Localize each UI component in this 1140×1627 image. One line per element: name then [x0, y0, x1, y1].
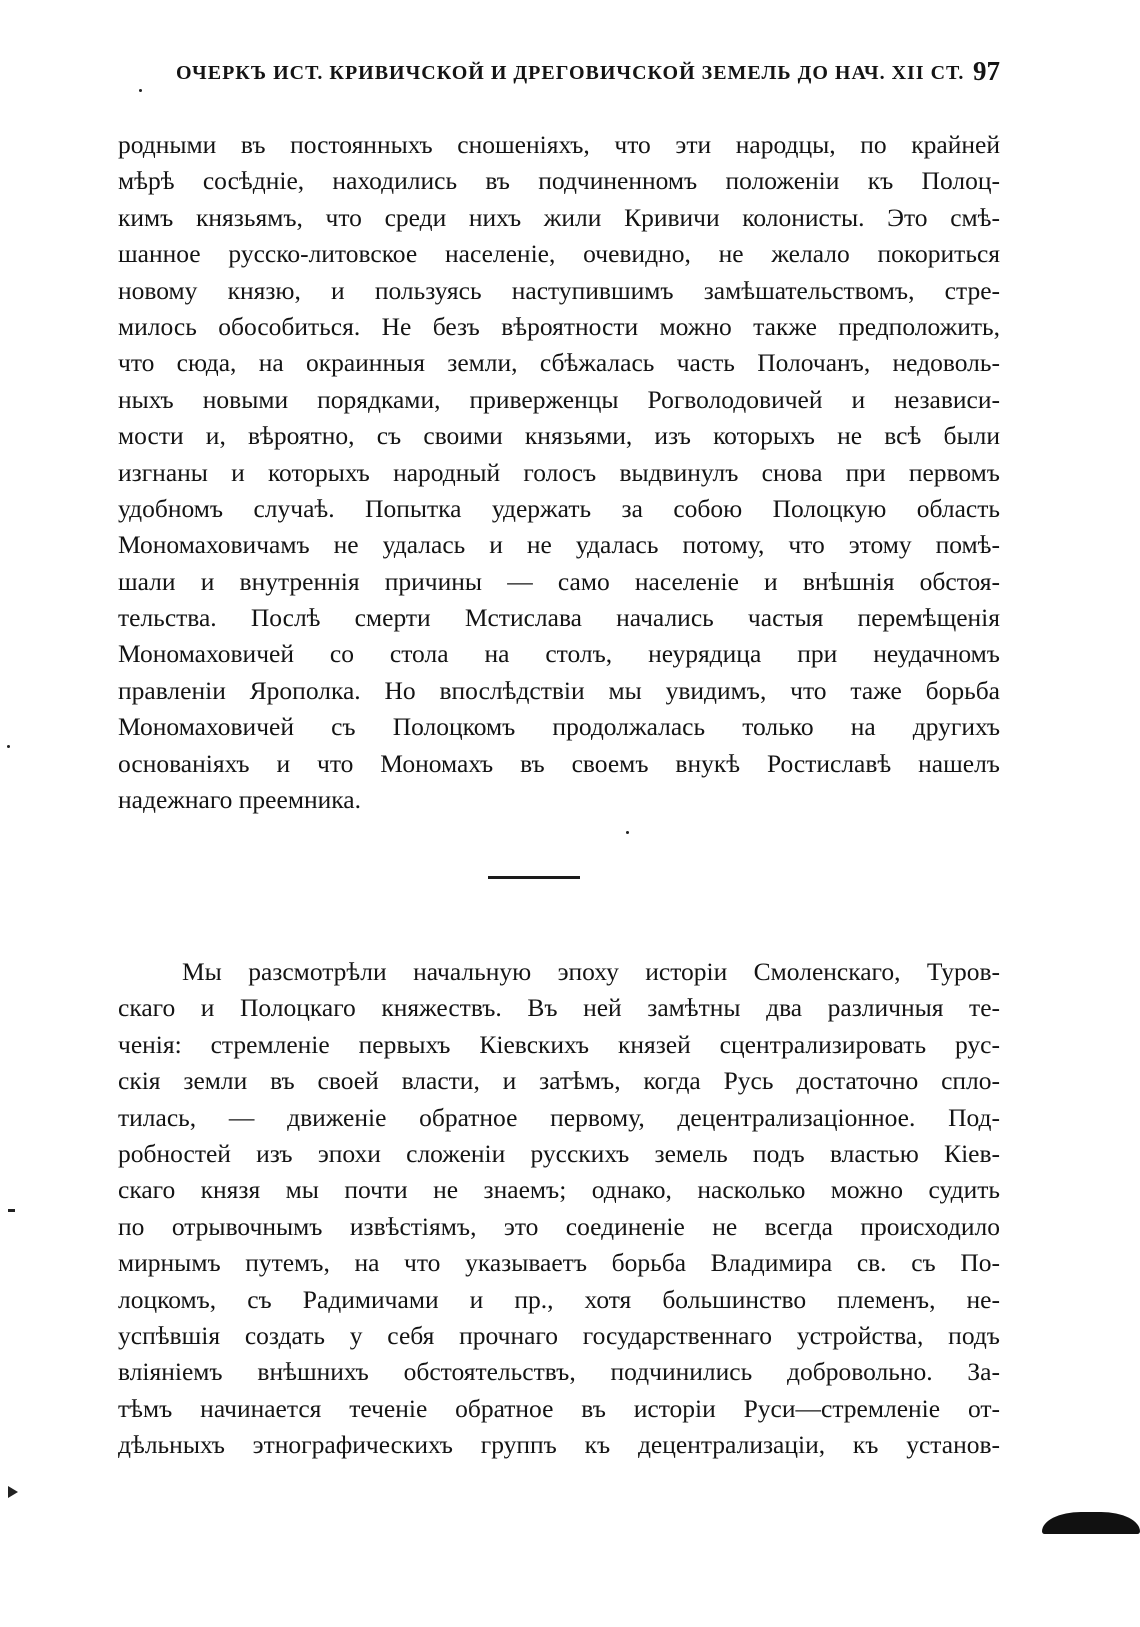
margin-dash — [8, 1209, 15, 1212]
running-header — [176, 56, 1000, 86]
margin-arrow-icon — [8, 1486, 18, 1498]
text-line: кимъ князьямъ, что среди нихъ жили Кривичи колонисты. Это смѣ- — [118, 202, 1000, 232]
section-divider — [488, 876, 580, 879]
text-line: робностей изъ эпохи сложеніи русскихъ земель подъ властью Кіев- — [118, 1138, 1000, 1168]
scan-edge-blot — [1042, 1512, 1140, 1534]
running-title: ОЧЕРКЪ ИСТ. КРИВИЧСКОЙ И ДРЕГОВИЧСКОЙ ЗЕМЕЛЬ ДО НАЧ. XII СТ. — [176, 62, 965, 84]
page-number: 97 — [973, 56, 1000, 86]
text-line: скія земли въ своей власти, и затѣмъ, когда Русь достаточно спло- — [118, 1066, 1000, 1096]
text-line: Мономаховичамъ не удалась и не удалась потому, что этому помѣ- — [118, 530, 1000, 560]
text-line: мирнымъ путемъ, на что указываетъ борьба Владимира св. съ По- — [118, 1248, 1000, 1278]
text-line: по отрывочнымъ извѣстіямъ, это соединеніе не всегда происходило — [118, 1211, 1000, 1241]
text-line: надежнаго преемника. — [118, 785, 361, 815]
text-line: тельства. Послѣ смерти Мстислава начались частыя перемѣщенія — [118, 603, 1000, 633]
text-line: родными въ постоянныхъ сношеніяхъ, что эти народцы, по крайней — [118, 130, 1000, 159]
paragraph-1 — [118, 127, 1000, 818]
text-line: ныхъ новыми порядками, приверженцы Рогволодовичей и независи- — [118, 384, 1000, 414]
text-line: что сюда, на окраинныя земли, сбѣжалась часть Полочанъ, недоволь- — [118, 348, 1000, 378]
text-line: дѣльныхъ этнографическихъ группъ къ децентрализаціи, къ установ- — [118, 1430, 1000, 1460]
text-line: изгнаны и которыхъ народный голосъ выдвинулъ снова при первомъ — [118, 457, 1000, 487]
text-line: лоцкомъ, съ Радимичами и пр., хотя большинство племенъ, не- — [118, 1284, 1000, 1314]
text-line: правленіи Ярополка. Но впослѣдствіи мы увидимъ, что таже борьба — [118, 675, 1000, 705]
text-line: ченія: стремленіе первыхъ Кіевскихъ князей сцентрализировать рус- — [118, 1029, 1000, 1059]
margin-speck — [7, 745, 10, 748]
text-line: тилась, — движеніе обратное первому, децентрализаціонное. Под- — [118, 1102, 1000, 1132]
text-line: основаніяхъ и что Мономахъ въ своемъ внукѣ Ростиславѣ нашелъ — [118, 748, 1000, 778]
text-line: Мы разсмотрѣли начальную эпоху исторіи Смоленскаго, Туров- — [182, 957, 1000, 986]
text-line: шанное русско-литовское населеніе, очевидно, не желало покориться — [118, 239, 1000, 269]
speck — [139, 89, 142, 92]
text-line: милось обособиться. Не безъ вѣроятности можно также предположить, — [118, 311, 1000, 341]
text-line: Мономаховичей съ Полоцкомъ продолжалась только на другихъ — [118, 712, 1000, 742]
text-line: Мономаховичей со стола на столъ, неурядица при неудачномъ — [118, 639, 1000, 669]
text-line: новому князю, и пользуясь наступившимъ замѣшательствомъ, стре- — [118, 275, 1000, 305]
text-line: мости и, вѣроятно, съ своими князьями, изъ которыхъ не всѣ были — [118, 421, 1000, 451]
text-line: тѣмъ начинается теченіе обратное въ исторіи Руси—стремленіе от- — [118, 1393, 1000, 1423]
text-line: шали и внутреннія причины — само населеніе и внѣшнія обстоя- — [118, 566, 1000, 596]
text-line: скаго князя мы почти не знаемъ; однако, насколько можно судить — [118, 1175, 1000, 1205]
text-line: удобномъ случаѣ. Попытка удержать за собою Полоцкую область — [118, 493, 1000, 523]
text-line: скаго и Полоцкаго княжествъ. Въ ней замѣтны два различныя те- — [118, 993, 1000, 1023]
text-line: успѣвшія создать у себя прочнаго государственнаго устройства, подъ — [118, 1320, 1000, 1350]
paragraph-2 — [118, 954, 1000, 1463]
text-line: вліяніемъ внѣшнихъ обстоятельствъ, подчинились добровольно. За- — [118, 1357, 1000, 1387]
speck — [626, 831, 629, 834]
text-line: мѣрѣ сосѣдніе, находились въ подчиненномъ положеніи къ Полоц- — [118, 166, 1000, 196]
